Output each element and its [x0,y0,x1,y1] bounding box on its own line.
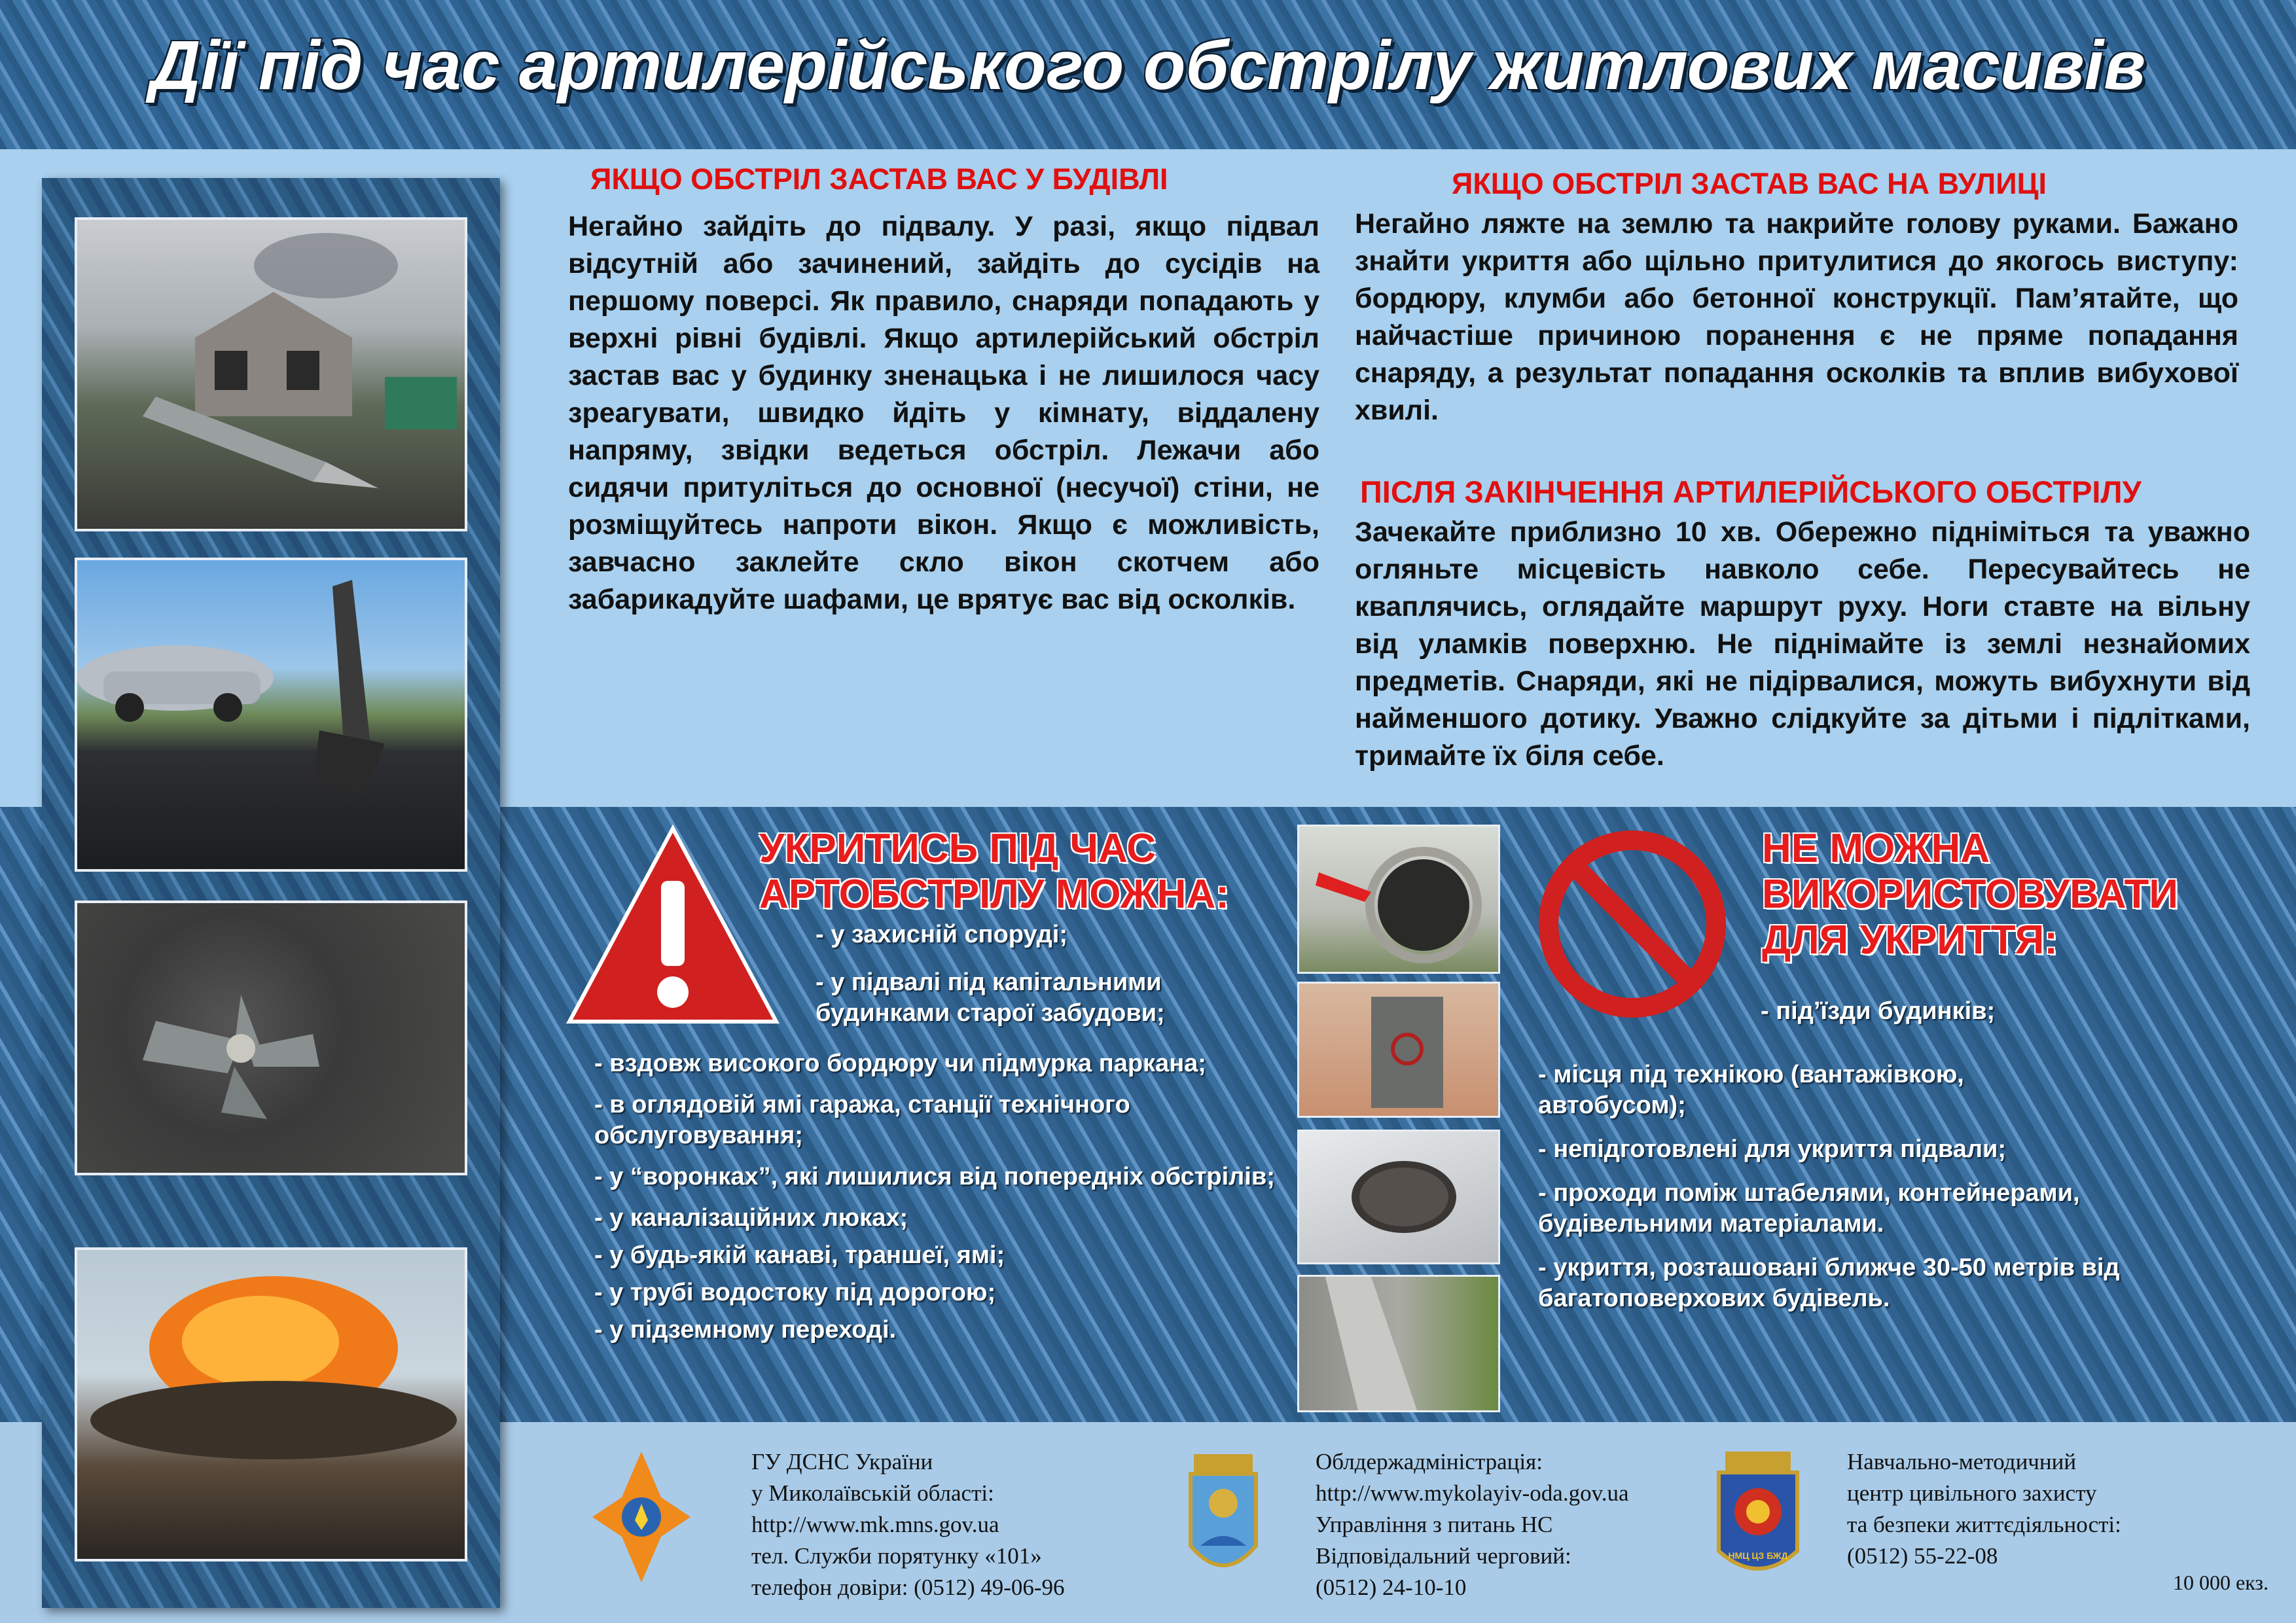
footer-oda: Облдержадміністрація: http://www.mykolayiv-oda.gov.ua Управління з питань НС Відповідальний черговий: (0512) 24-10-10 [1316,1449,1629,1600]
photo-curb [1297,1275,1500,1412]
nmc-emblem-label: НМЦ ЦЗ БЖД [1728,1550,1788,1561]
nmc-emblem-icon [1712,1446,1804,1588]
photo-shelter-door [1297,982,1500,1118]
building-heading: ЯКЩО ОБСТРІЛ ЗАСТАВ ВАС У БУДІВЛІ [590,162,1168,196]
footer-dsns: ГУ ДСНС України у Миколаївській області: http://www.mk.mns.gov.ua тел. Служби порятунку «101» телефон довіри: (0512) 49-06-96 [751,1449,1065,1600]
list-item: - під’їзди будинків; [1761,997,1996,1025]
can-heading-2: АРТОБСТРІЛУ МОЖНА: [759,872,1229,917]
oblast-emblem-icon [1181,1448,1266,1586]
print-run: 10 000 екз. [2173,1571,2269,1594]
list-item: - у каналізаційних люках; [594,1204,908,1232]
list-item: - в оглядовій ямі гаража, станції технічного обслуговування; [594,1091,1130,1149]
photo-manhole [1297,1130,1500,1264]
building-text: Негайно зайдіть до підвалу. У разі, якщо підвал відсутній або зачинений, зайдіть до сусідів на першому поверсі. Як правило, снаряди попадають у верхні рівні будівлі. Якщо артилерійський обстріл застав вас у будинку зненацька і не лишилося часу зреагувати, швидко йдіть у кімнату, віддалену напряму, звідки ведеться обстріл. Лежачи або сидячи притуліться до основної (несучої) стіни, не розміщуйтесь напроти вікон. Якщо є можливість, завчасно заклейте скло вікон скотчем або забарикадуйте шафами, це врятує вас від осколків. [568,211,1319,615]
street-heading: ЯКЩО ОБСТРІЛ ЗАСТАВ ВАС НА ВУЛИЦІ [1452,167,2047,200]
list-item: - у підвалі під капітальними будинками старої забудови; [816,969,1165,1027]
footer-nmc: Навчально-методичний центр цивільного захисту та безпеки життєдіяльності: (0512) 55-22-08 [1847,1449,2121,1569]
list-item: - проходи поміж штабелями, контейнерами, будівельними матеріалами. [1538,1179,2080,1238]
cannot-heading-2: ВИКОРИСТОВУВАТИ [1762,872,2178,917]
street-text: Негайно ляжте на землю та накрийте голову руками. Бажано знайти укриття або щільно притулитися до якогось виступу: бордюру, клумби або бетонної конструкції. Пам’ятайте, що найчастіше причиною поранення є не пряме попадання снаряду, а результат попадання осколків та вплив вибухової хвилі. [1355,208,2238,426]
list-item: - у підземному переході. [594,1316,897,1344]
dsns-emblem-icon [592,1452,691,1582]
can-list-top [816,919,1274,1029]
cannot-heading-1: НЕ МОЖНА [1762,826,1990,871]
dsns-website-link[interactable]: http://www.mk.mns.gov.ua [751,1512,999,1537]
list-item: - у захисній споруді; [816,921,1068,948]
after-heading: ПІСЛЯ ЗАКІНЧЕННЯ АРТИЛЕРІЙСЬКОГО ОБСТРІЛУ [1360,474,2142,509]
oda-website-link[interactable]: http://www.mykolayiv-oda.gov.ua [1316,1480,1629,1506]
cannot-heading-3: ДЛЯ УКРИТТЯ: [1762,918,2058,963]
list-item: - у будь-якій канаві, траншеї, ямі; [594,1241,1005,1269]
list-item: - у “воронках”, які лишилися від попередніх обстрілів; [594,1163,1275,1190]
photo-shell-on-road [75,558,467,872]
list-item: - у трубі водостоку під дорогою; [594,1279,996,1306]
cannot-list [1538,996,2258,1314]
can-heading-1: УКРИТИСЬ ПІД ЧАС [759,826,1157,871]
page-title: Дії під час артилерійського обстрілу житлових масивів [150,27,2146,104]
list-item: - непідготовлені для укриття підвали; [1538,1135,2006,1163]
photo-column [42,178,500,1608]
photo-damaged-house [75,217,467,531]
photo-mine-tail [75,901,467,1175]
list-item: - місця під технікою (вантажівкою, автобусом); [1538,1061,1964,1119]
can-list [594,1048,1282,1346]
prohibited-icon [1534,826,1731,1022]
photo-drain-pipe [1297,825,1500,974]
list-item: - вздовж високого бордюру чи підмурка паркана; [594,1050,1206,1077]
after-text: Зачекайте приблизно 10 хв. Обережно підніміться та уважно огляньте місцевість навколо себе. Пересувайтесь не кваплячись, оглядайте маршрут руху. Ноги ставте на вільну від уламків поверхню. Не піднімайте із землі незнайомих предметів. Снаряди, які не підірвалися, можуть вибухнути від найменшого дотику. Уважно слідкуйте за дітьми і підлітками, тримайте їх біля себе. [1355,516,2250,772]
warning-icon [563,822,783,1031]
photo-explosion [75,1247,467,1561]
list-item: - укриття, розташовані ближче 30-50 метрів від багатоповерхових будівель. [1538,1254,2120,1312]
